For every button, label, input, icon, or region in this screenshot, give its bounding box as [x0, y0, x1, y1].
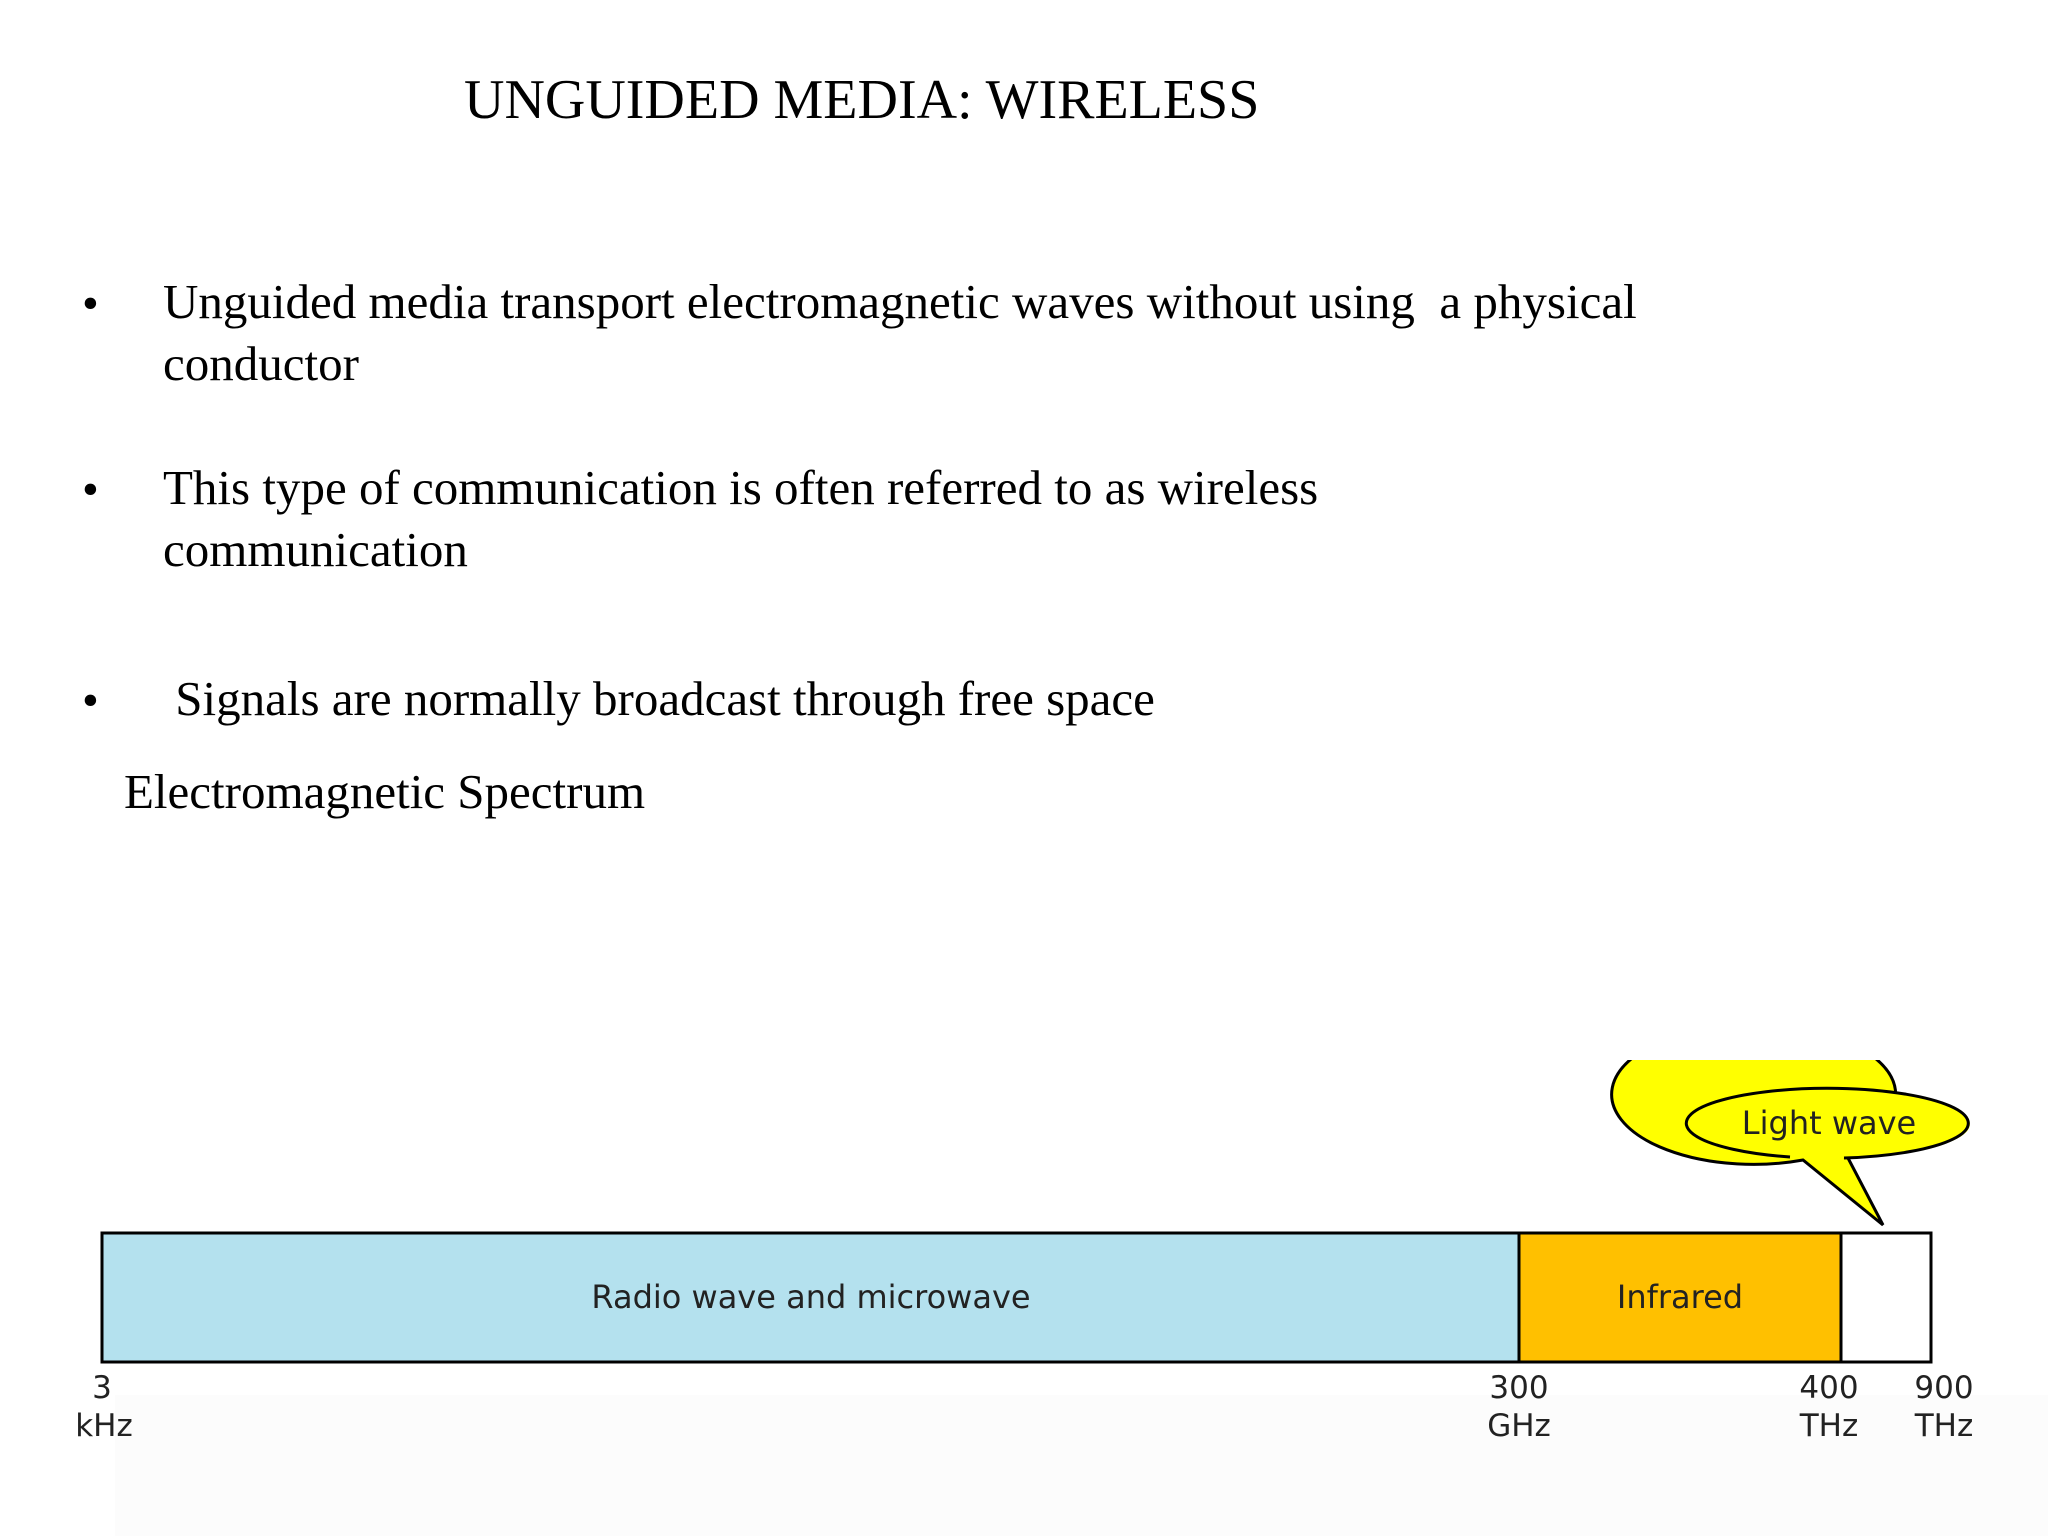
bullet-line: This type of communication is often referred to as wireless [163, 460, 1319, 515]
band-label-infrared: Infrared [1616, 1278, 1744, 1316]
callout-label: Light wave [1741, 1104, 1917, 1142]
bullet-text [163, 457, 1763, 581]
tick-value-3: 3 [92, 1370, 112, 1406]
tick-value-900: 900 [1914, 1370, 1974, 1406]
bullet-text [163, 668, 1763, 730]
bullet-text [163, 271, 1763, 395]
band-label-radio: Radio wave and microwave [591, 1278, 1031, 1316]
bullet-marker: • [82, 463, 99, 516]
bullet-line: Signals are normally broadcast through free space [163, 671, 1155, 726]
bullet-line: Unguided media transport electromagnetic waves without using a physical [163, 274, 1637, 329]
bullet-marker: • [82, 277, 99, 330]
bullet-marker: • [82, 674, 99, 727]
tick-value-300: 300 [1489, 1370, 1549, 1406]
bullet-line: communication [163, 522, 468, 577]
spectrum-diagram [0, 1060, 2048, 1460]
spectrum-heading: Electromagnetic Spectrum [124, 764, 646, 819]
band-light [1841, 1233, 1931, 1362]
light-wave-callout [1612, 1060, 1970, 1225]
tick-unit-ghz: GHz [1487, 1408, 1551, 1444]
tick-unit-thz: THz [1914, 1408, 1974, 1444]
slide-title: UNGUIDED MEDIA: WIRELESS [464, 69, 1260, 131]
tick-value-400: 400 [1799, 1370, 1859, 1406]
tick-unit-thz: THz [1799, 1408, 1859, 1444]
tick-unit-khz: kHz [75, 1408, 133, 1444]
bullet-line: conductor [163, 336, 359, 391]
